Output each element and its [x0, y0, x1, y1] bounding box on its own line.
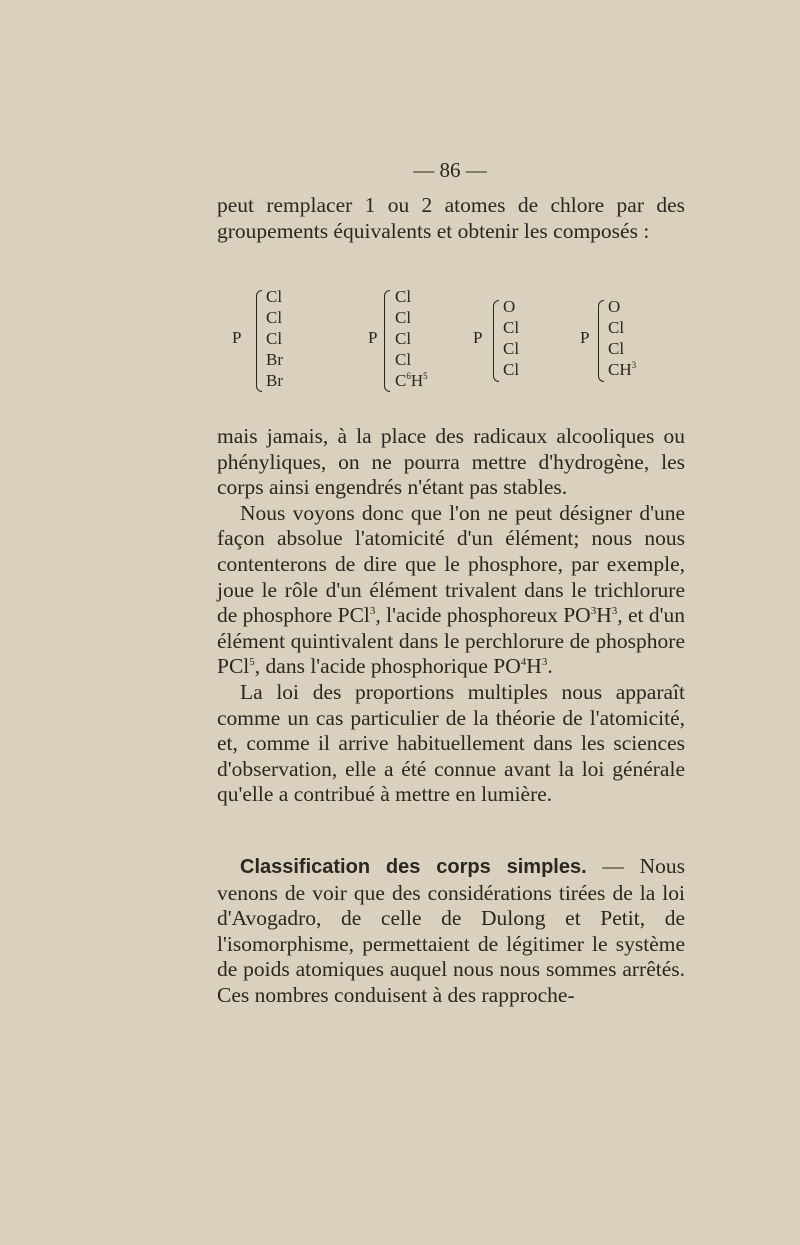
section-text [217, 854, 685, 1009]
formula-4-brace [598, 300, 604, 382]
paragraph-2: Nous voyons donc que l'on ne peut désigner d'une façon absolue l'atomicité d'un élément; nous nous contenterons de dire que le phosphore, par exemple, joue le rôle d'un élément trivalent dans le trichlorure de phosphore PCl$^3$, l'acide phosphoreux $PO^3H^3$, et d'un élément quintivalent dans le perchlorure de phosphore PCl$^5$, dans l'acide phosphorique $PO^4H^3$. [217, 500, 685, 679]
formula-1-item: Cl [266, 308, 283, 327]
formula-2-brace [384, 290, 390, 392]
formula-2-item: Cl [395, 287, 412, 306]
formula-1-center: P [232, 328, 242, 347]
formula-1-brace [256, 290, 262, 392]
paragraph-1: mais jamais, à la place des radicaux alcooliques ou phényliques, on ne pourra mettre d'hydrogène, les corps ainsi engendrés n'étant pas stables. [217, 424, 685, 500]
formula-3-center: P [473, 328, 483, 347]
section-heading: Classification des corps simples. [240, 856, 587, 878]
formula-2-item: $C^6H^5$ [395, 371, 428, 390]
formula-3-brace [493, 300, 499, 382]
formula-3-item: Cl [503, 360, 520, 379]
formula-3-item: O [503, 297, 516, 316]
formula-1-item: Cl [266, 329, 283, 348]
formula-1-item: Br [266, 371, 283, 390]
paragraph-4 [217, 854, 685, 1009]
intro-text: peut remplacer 1 ou 2 atomes de chlore par des groupements équivalents et obtenir les composés : [217, 193, 685, 243]
section-paragraph-text: — Nous venons de voir que des considérations tirées de la loi d'Avogadro, de celle de Dulong et Petit, de l'isomorphisme, permettaient de légitimer le système de poids atomiques auquel nous nous sommes arrêtés. Ces nombres conduisent à des rapproche- [217, 854, 685, 1007]
formula-4-center: P [580, 328, 590, 347]
formula-2-center: P [368, 328, 378, 347]
page-number: — 86 — [413, 158, 487, 182]
formula-4-item: Cl [608, 339, 625, 358]
formula-1-item: Cl [266, 287, 283, 306]
formula-4-item: Cl [608, 318, 625, 337]
paragraph-3: La loi des proportions multiples nous apparaît comme un cas particulier de la théorie de l'atomicité, et, comme il arrive habituellement dans les sciences d'observation, elle a été connue avant la loi générale qu'elle a contribué à mettre en lumière. [217, 679, 685, 807]
formula-2-item: Cl [395, 329, 412, 348]
formula-4-item: $CH^3$ [608, 360, 637, 379]
body-text [217, 424, 685, 808]
formula-4-item: O [608, 297, 621, 316]
formula-3-item: Cl [503, 318, 520, 337]
formula-1-item: Br [266, 350, 283, 369]
formula-2-item: Cl [395, 308, 412, 327]
intro-paragraph [217, 193, 685, 244]
formula-3-item: Cl [503, 339, 520, 358]
formula-2-item: Cl [395, 350, 412, 369]
